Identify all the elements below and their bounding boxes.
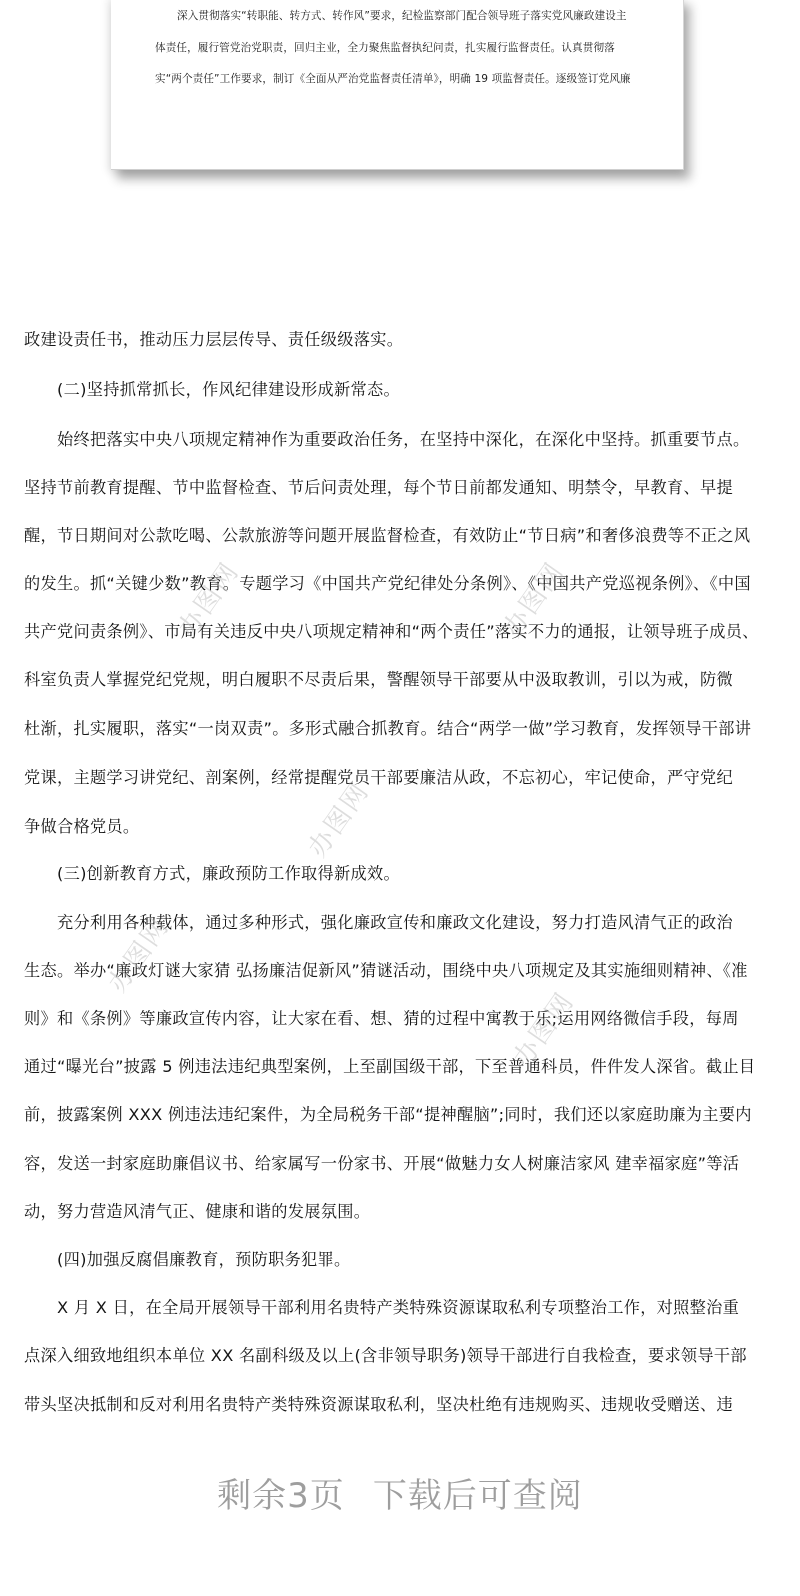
document-line: 共产党问责条例》、市局有关违反中央八项规定精神和“两个责任”落实不力的通报，让领导班子成员、 bbox=[24, 622, 759, 641]
document-line: 政建设责任书，推动压力层层传导、责任级级落实。 bbox=[24, 330, 404, 349]
document-line: 党课，主题学习讲党纪、剖案例，经常提醒党员干部要廉洁从政，不忘初心，牢记使命，严守党纪 bbox=[24, 768, 733, 787]
watermark: 办图网 bbox=[102, 911, 176, 998]
document-line: 始终把落实中央八项规定精神作为重要政治任务，在坚持中深化，在深化中坚持。抓重要节点。 bbox=[57, 430, 750, 449]
watermark: 办图网 bbox=[172, 556, 246, 643]
section-heading-4: (四)加强反腐倡廉教育，预防职务犯罪。 bbox=[57, 1250, 351, 1269]
watermark: 办图网 bbox=[507, 986, 581, 1073]
document-line: 醒，节日期间对公款吃喝、公款旅游等问题开展监督检查，有效防止“节日病”和奢侈浪费等不正之风 bbox=[24, 526, 751, 545]
watermark: 办图网 bbox=[302, 776, 376, 863]
preview-page-card bbox=[111, 0, 684, 170]
card-text-line: 深入贯彻落实“转职能、转方式、转作风”要求，纪检监察部门配合领导班子落实党风廉政建设主 bbox=[177, 10, 627, 22]
download-hint-label: 下载后可查阅 bbox=[372, 1476, 583, 1516]
document-line: 带头坚决抵制和反对利用名贵特产类特殊资源谋取私利，坚决杜绝有违规购买、违规收受赠送、违 bbox=[24, 1395, 733, 1414]
download-to-view-prompt[interactable] bbox=[0, 1468, 800, 1517]
document-line: 前，披露案例 XXX 例违法违纪案件，为全局税务干部“提神醒脑”;同时，我们还以家庭助廉为主要内 bbox=[24, 1105, 752, 1124]
watermark: 办图网 bbox=[497, 556, 571, 643]
document-line: 杜渐，扎实履职，落实“一岗双责”。多形式融合抓教育。结合“两学一做”学习教育，发挥领导干部讲 bbox=[24, 719, 752, 738]
document-line: 坚持节前教育提醒、节中监督检查、节后问责处理，每个节日前都发通知、明禁令，早教育、早提 bbox=[24, 478, 733, 497]
card-text-line: 体责任，履行管党治党职责，回归主业，全力聚焦监督执纪问责，扎实履行监督责任。认真贯彻落 bbox=[155, 42, 615, 54]
document-line: 点深入细致地组织本单位 XX 名副科级及以上(含非领导职务)领导干部进行自我检查，要求领导干部 bbox=[24, 1346, 747, 1365]
document-line: 容，发送一封家庭助廉倡议书、给家属写一份家书、开展“做魅力女人树廉洁家风 建幸福家庭”等活 bbox=[24, 1154, 740, 1173]
document-line: 争做合格党员。 bbox=[24, 817, 140, 836]
section-heading-2: (二)坚持抓常抓长，作风纪律建设形成新常态。 bbox=[57, 380, 400, 399]
document-line: 生态。举办“廉政灯谜大家猜 弘扬廉洁促新风”猜谜活动，围绕中央八项规定及其实施细则精神、《准 bbox=[24, 961, 748, 980]
card-text-line: 实“两个责任”工作要求，制订《全面从严治党监督责任清单》，明确 19 项监督责任。逐级签订党风廉 bbox=[155, 73, 631, 85]
section-heading-3: (三)创新教育方式，廉政预防工作取得新成效。 bbox=[57, 864, 400, 883]
document-line: 通过“曝光台”披露 5 例违法违纪典型案例，上至副国级干部，下至普通科员，件件发人深省。截止目 bbox=[24, 1057, 756, 1076]
remaining-pages-label: 剩余3页 bbox=[217, 1476, 345, 1516]
document-line: 充分利用各种载体，通过多种形式，强化廉政宣传和廉政文化建设，努力打造风清气正的政治 bbox=[57, 913, 733, 932]
document-line: 则》和《条例》等廉政宣传内容，让大家在看、想、猜的过程中寓教于乐;运用网络微信手段，每周 bbox=[24, 1009, 739, 1028]
document-line: X 月 X 日，在全局开展领导干部利用名贵特产类特殊资源谋取私利专项整治工作，对照整治重 bbox=[57, 1298, 740, 1317]
document-line: 的发生。抓“关键少数”教育。专题学习《中国共产党纪律处分条例》、《中国共产党巡视条例》、《中国 bbox=[24, 574, 751, 593]
document-line: 科室负责人掌握党纪党规，明白履职不尽责后果，警醒领导干部要从中汲取教训，引以为戒，防微 bbox=[24, 670, 733, 689]
document-line: 动，努力营造风清气正、健康和谐的发展氛围。 bbox=[24, 1202, 371, 1221]
